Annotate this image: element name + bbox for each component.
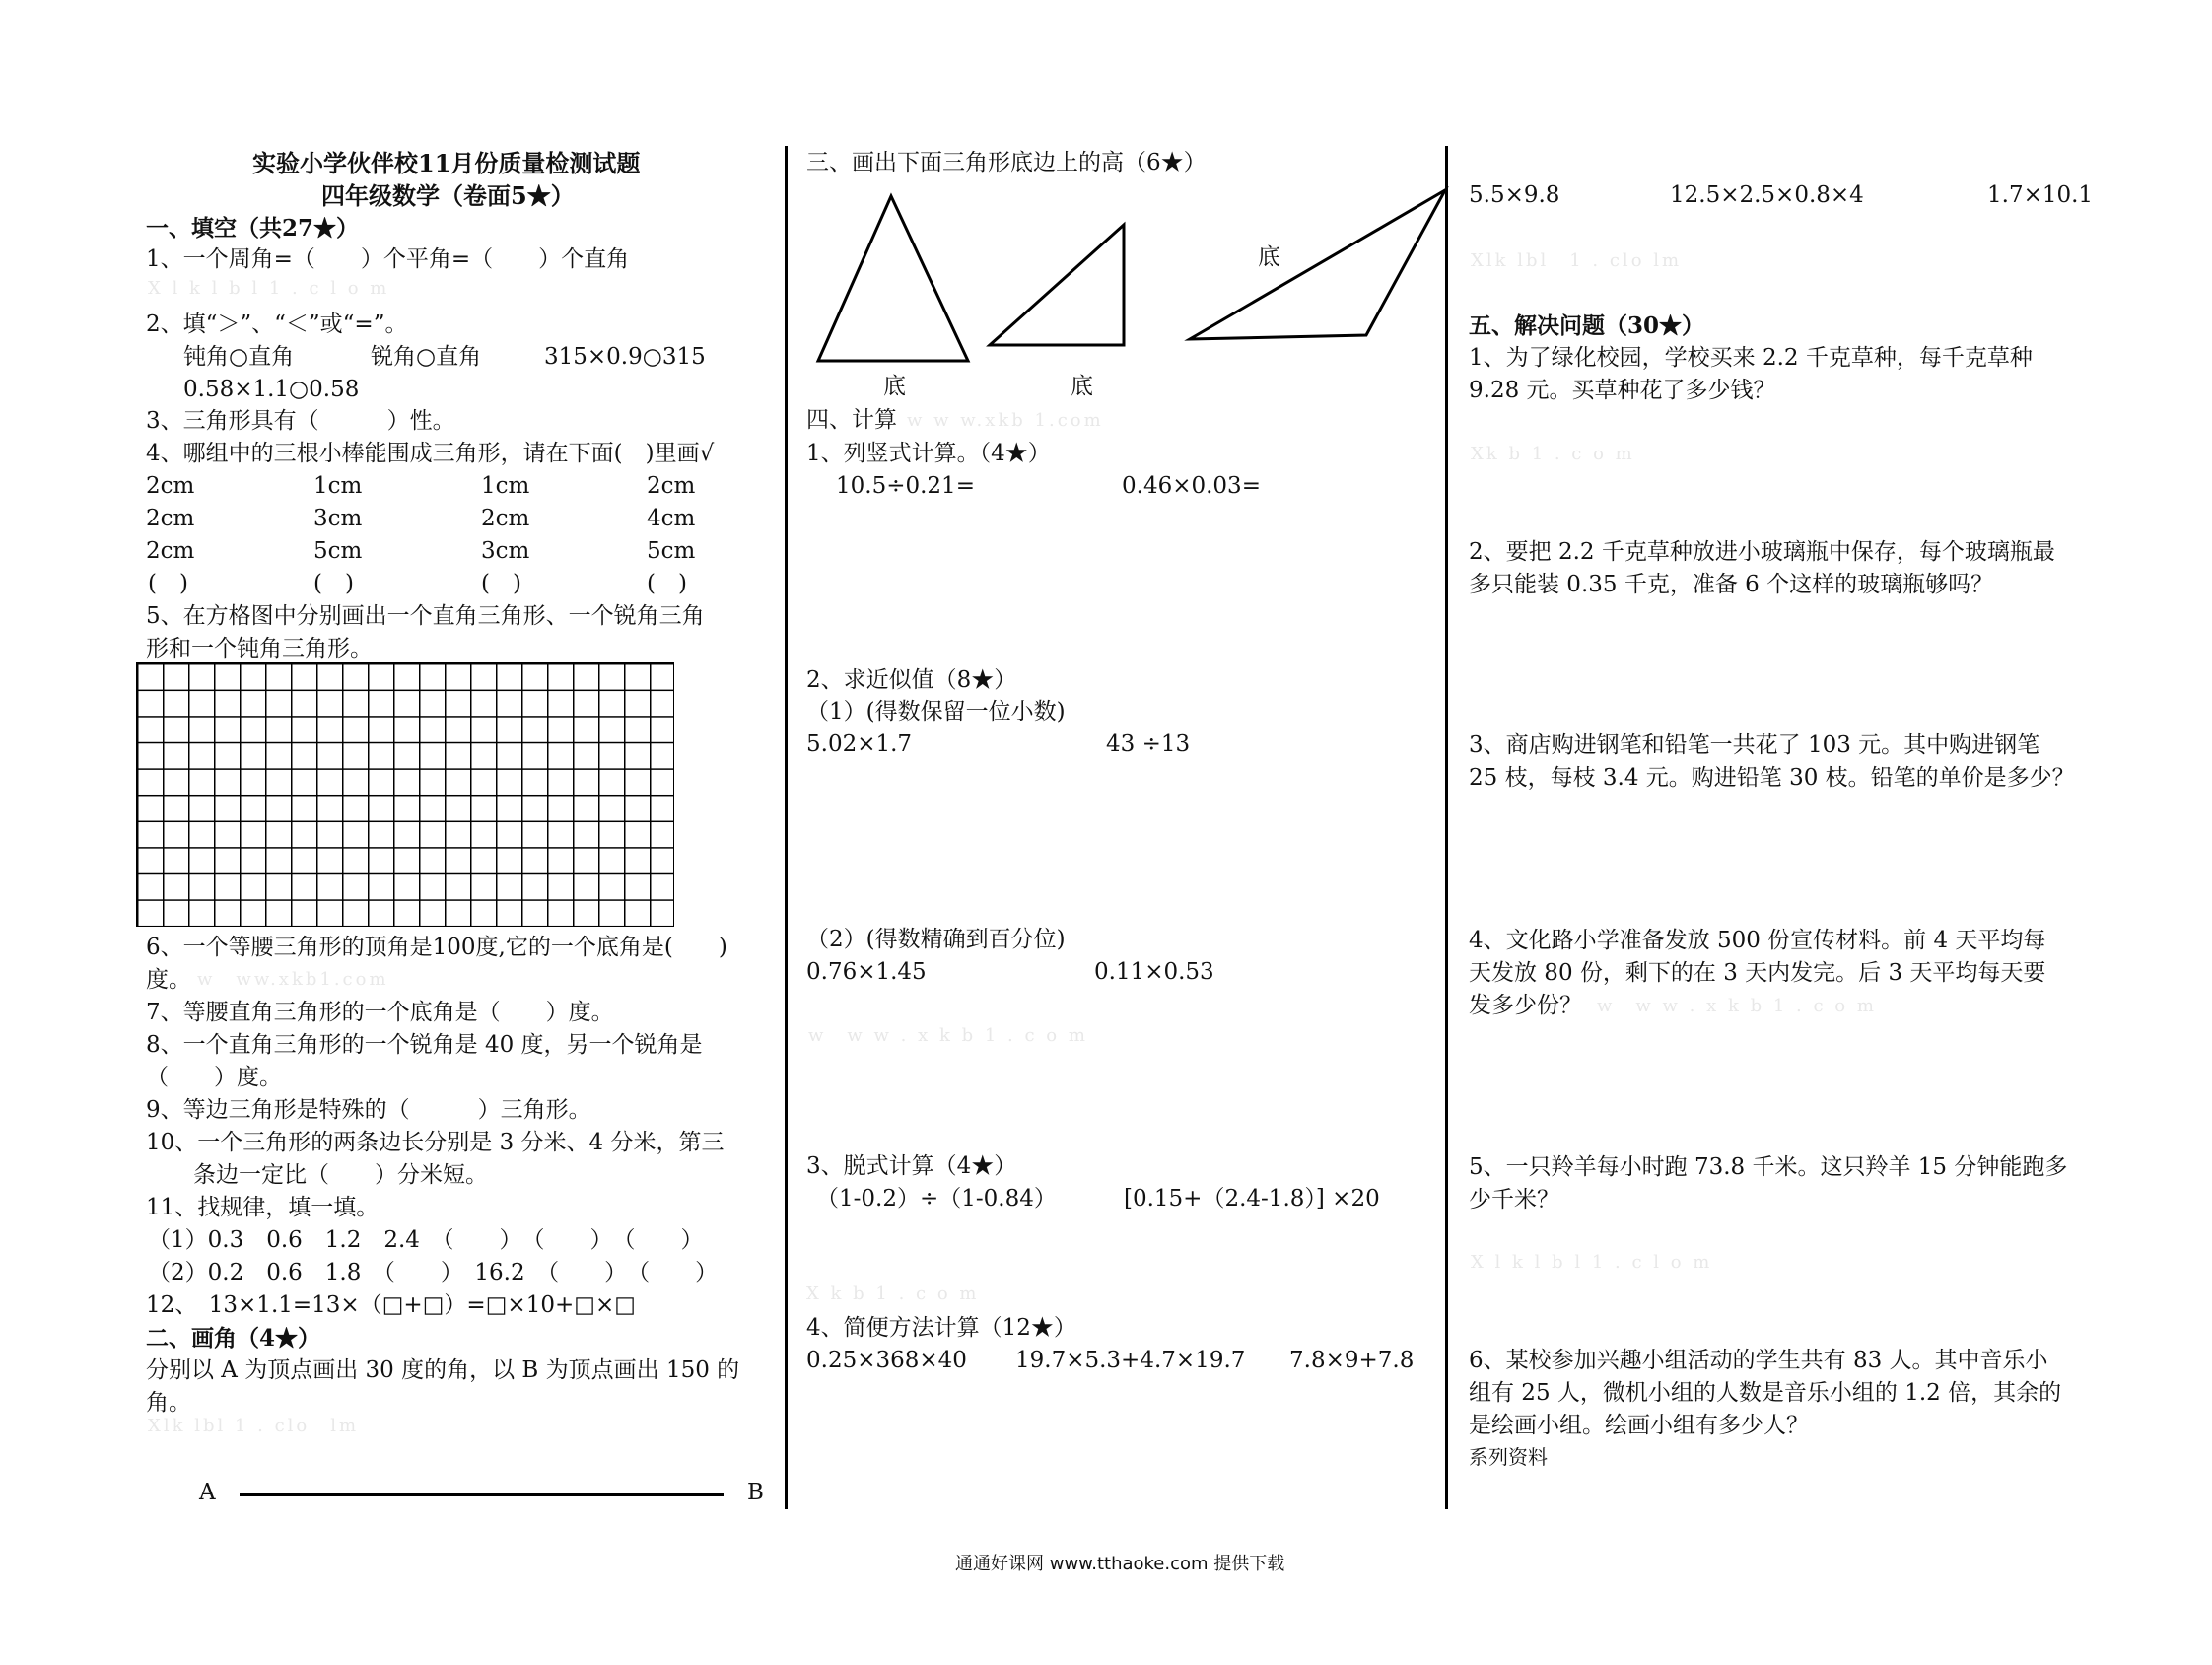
q4-cell: 2cm [146,506,195,531]
s5-q4: 4、文化路小学准备发放 500 份宣传材料。前 4 天平均每 [1469,928,2046,953]
q4-cell: 5cm [647,538,696,564]
s1-q6: 6、一个等腰三角形的顶角是100度,它的一个底角是( ) [146,935,727,960]
s1-q9: 9、等边三角形是特殊的（ ）三角形。 [146,1097,591,1123]
s1-q6: 度。 [146,967,191,993]
s1-q8: 8、一个直角三角形的一个锐角是 40 度，另一个锐角是 [146,1032,703,1058]
watermark: w w w . x k b 1 . c o m [1597,996,1877,1016]
triangle-3 [1190,190,1445,339]
s1-q7: 7、等腰直角三角形的一个底角是（ ）度。 [146,1000,614,1025]
s1-q3: 3、三角形具有（ ）性。 [146,408,455,434]
q4-cell: 2cm [481,506,530,531]
s1-q10: 条边一定比（ ）分米短。 [193,1162,488,1188]
section3-heading: 三、画出下面三角形底边上的高（6★） [806,150,1207,175]
calc-item: 0.25×368×40 [806,1348,967,1373]
q4-cell: 2cm [146,538,195,564]
s1-q11-seq: （2）0.2 0.6 1.8 （ ） 16.2 （ ） （ ） [148,1260,719,1285]
s5-q1: 9.28 元。买草种花了多少钱？ [1469,378,1776,403]
s1-q5: 形和一个钝角三角形。 [146,636,373,661]
section2-heading: 二、画角（4★） [146,1325,321,1352]
s5-q2: 2、要把 2.2 千克草种放进小玻璃瓶中保存，每个玻璃瓶最 [1469,539,2055,565]
s4-p2-sub: （1）(得数保留一位小数) [806,699,1066,725]
calc-item: 5.5×9.8 [1469,182,1560,208]
page-footer: 通通好课网 www.tthaoke.com 提供下载 [955,1554,1285,1574]
calc-item: 1.7×10.1 [1987,182,2094,208]
watermark: X l k l b l 1 . c l o m [1471,1252,1713,1273]
s5-q3: 3、商店购进钢笔和铅笔一共花了 103 元。其中购进钢笔 [1469,732,2040,758]
s4-p1-heading: 1、列竖式计算。（4★） [806,441,1051,466]
series-note: 系列资料 [1469,1445,1548,1469]
point-b-label: B [747,1480,764,1505]
base-label: 底 [1258,244,1280,270]
base-label: 底 [883,374,906,399]
s5-q5: 少千米？ [1469,1187,1559,1213]
s5-q1: 1、为了绿化校园，学校买来 2.2 千克草种，每千克草种 [1469,345,2033,371]
s5-q6: 6、某校参加兴趣小组活动的学生共有 83 人。其中音乐小 [1469,1348,2048,1373]
q4-cell: 3cm [313,506,363,531]
watermark: w w w.xkb 1.com [907,410,1104,431]
q4-cell: 5cm [313,538,363,564]
s1-q5: 5、在方格图中分别画出一个直角三角形、一个锐角三角 [146,603,705,629]
watermark: Xlk lbl 1 . clo lm [148,1416,360,1436]
watermark: Xk b 1 . c o m [1471,444,1635,464]
s1-q2-item: 0.58×1.1○0.58 [183,377,360,402]
calc-item: 10.5÷0.21= [836,473,975,499]
q4-answer-blank[interactable]: ( ) [313,571,354,596]
watermark: w w w . x k b 1 . c o m [808,1025,1088,1046]
exam-title: 实验小学伙伴校11月份质量检测试题 [252,149,641,177]
s5-q6: 组有 25 人，微机小组的人数是音乐小组的 1.2 倍，其余的 [1469,1380,2062,1406]
s4-p2-heading: 2、求近似值（8★） [806,667,1017,693]
s2-text: 角。 [146,1390,191,1416]
q4-cell: 4cm [647,506,696,531]
point-a-label: A [199,1480,216,1505]
s4-p3-heading: 3、脱式计算（4★） [806,1153,1017,1179]
s1-q1: 1、一个周角=（ ）个平角=（ ）个直角 [146,246,630,272]
s5-q2: 多只能装 0.35 千克，准备 6 个这样的玻璃瓶够吗？ [1469,572,1994,597]
triangle-1 [818,196,968,361]
s1-q2-item: 315×0.9○315 [544,344,706,370]
calc-item: 0.76×1.45 [806,959,927,985]
q4-cell: 2cm [647,473,696,499]
q4-answer-blank[interactable]: ( ) [647,571,687,596]
calc-item: （1-0.2）÷（1-0.84） [816,1186,1057,1212]
s1-q2-item: 锐角○直角 [371,344,482,370]
s2-text: 分别以 A 为顶点画出 30 度的角，以 B 为顶点画出 150 的 [146,1357,740,1383]
s5-q4: 发多少份？ [1469,993,1582,1018]
calc-item: [0.15+（2.4-1.8）] ×20 [1124,1186,1380,1212]
q4-cell: 1cm [481,473,530,499]
triangle-2 [990,225,1124,345]
s1-q2-item: 钝角○直角 [183,344,295,370]
s5-q4: 天发放 80 份，剩下的在 3 天内发完。后 3 天平均每天要 [1469,960,2046,986]
q4-cell: 2cm [146,473,195,499]
q4-cell: 1cm [313,473,363,499]
s5-q3: 25 枝，每枝 3.4 元。购进铅笔 30 枝。铅笔的单价是多少？ [1469,765,2075,791]
s1-q11: 11、找规律，填一填。 [146,1195,380,1220]
s4-p2-sub: （2）(得数精确到百分位) [806,927,1066,952]
calc-item: 7.8×9+7.8 [1289,1348,1415,1373]
watermark: w ww.xkb1.com [197,969,389,990]
q4-answer-blank[interactable]: ( ) [148,571,188,596]
calc-item: 12.5×2.5×0.8×4 [1670,182,1864,208]
q4-answer-blank[interactable]: ( ) [481,571,521,596]
s1-q12: 12、 13×1.1=13×（□+□）=□×10+□×□ [146,1292,636,1318]
calc-item: 5.02×1.7 [806,731,913,757]
s1-q10: 10、一个三角形的两条边长分别是 3 分米、4 分米，第三 [146,1130,725,1155]
calc-item: 19.7×5.3+4.7×19.7 [1015,1348,1246,1373]
s4-p4-heading: 4、简便方法计算（12★） [806,1315,1076,1341]
watermark: Xlk lbl 1 . clo lm [1471,250,1683,271]
s5-q5: 5、一只羚羊每小时跑 73.8 千米。这只羚羊 15 分钟能跑多 [1469,1154,2068,1180]
base-label: 底 [1071,374,1093,399]
watermark: X k b 1 . c o m [806,1283,980,1304]
watermark: X l k l b l 1 . c l o m [148,278,390,299]
section1-heading: 一、填空（共27★） [146,215,360,242]
s1-q8: （ ）度。 [146,1065,282,1090]
s1-q2: 2、填“＞”、“＜”或“=”。 [146,312,408,337]
calc-item: 43 ÷13 [1106,731,1191,757]
s5-q6: 是绘画小组。绘画小组有多少人？ [1469,1413,1809,1438]
s1-q11-seq: （1）0.3 0.6 1.2 2.4 （ ） （ ） （ ） [148,1227,704,1253]
calc-item: 0.11×0.53 [1094,959,1214,985]
section5-heading: 五、解决问题（30★） [1469,312,1705,339]
s1-q4: 4、哪组中的三根小棒能围成三角形，请在下面( )里画√ [146,441,715,466]
section4-heading: 四、计算 [806,407,897,433]
q4-cell: 3cm [481,538,530,564]
exam-subtitle: 四年级数学（卷面5★） [321,181,575,210]
calc-item: 0.46×0.03= [1122,473,1261,499]
